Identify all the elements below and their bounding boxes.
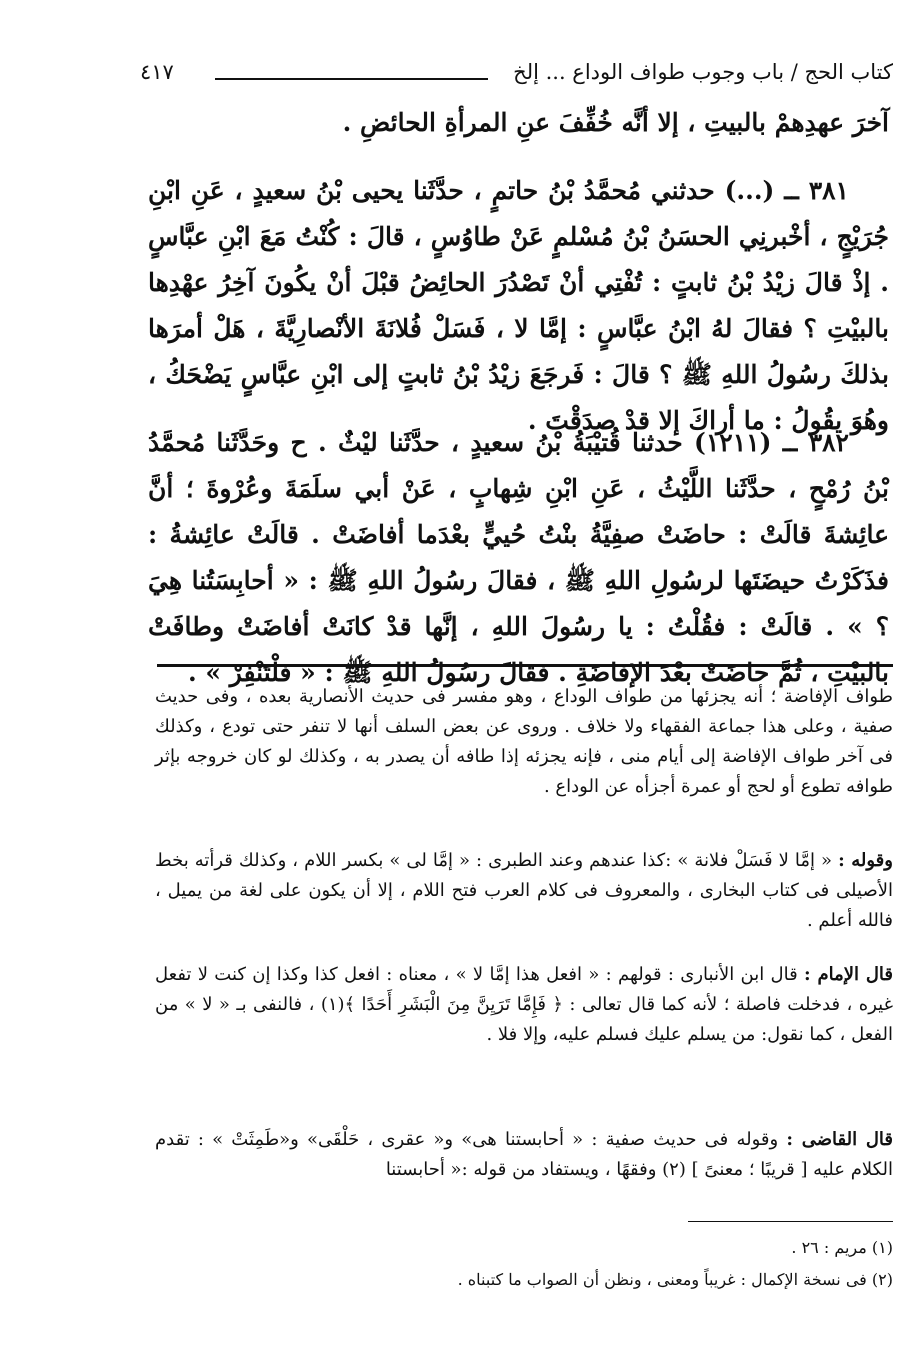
hadith-382: ٣٨٢ ــ (١٢١١) حدثنا قُتيْبَةُ بْنُ سعيدٍ ، حدَّثَنا ليْثٌ . ح وحَدَّثَنا مُحمَّدُ بْنُ رُمْحٍ ، حدَّثَنا اللَّيْثُ ، عَنِ ابْنِ شِهابٍ ، عَنْ أبي سلَمَةَ وعُرْوةَ ؛ أنَّ عائِشةَ قالَتْ : حاضَتْ صفِيَّةُ بنْتُ حُييٍّ بعْدَما أفاضَتْ . قالَتْ عائِشةُ : فذَكَرْتُ حيضَتَها لرسُولِ اللهِ ﷺ ، فقالَ رسُولُ اللهِ ﷺ : « أحابِسَتُنا هِيَ ؟ » . قالَتْ : فقُلْتُ : يا رسُولَ اللهِ ، إنَّها قدْ كانَتْ أفاضَتْ وطافَتْ بالبيْتِ ، ثُمَّ حاضَتْ بعْدَ الإفاضَةِ . فقالَ رسُولُ اللهِ ﷺ : « فلْتَنْفِرْ » . — [148, 428, 889, 687]
page-number: ٤١٧ — [140, 60, 174, 84]
commentary-paragraph — [155, 1125, 893, 1185]
commentary-keyword: قال القاضى : — [786, 1129, 893, 1150]
commentary-keyword: قال الإمام : — [803, 964, 893, 985]
running-header — [140, 58, 893, 92]
commentary-text: وقوله فى حديث صفية : « أحابستنا هى» و« عقرى ، حَلْقَى» و«طَمِثَتْ » : تقدم الكلام عليه [ قريبًا ؛ معنىً ] (٢) وفقهًا ، ويستفاد من قوله :« أحابستنا — [155, 1129, 893, 1180]
hadith-continuation: آخرَ عهدِهمْ بالبيتِ ، إلا أنَّه خُفِّفَ عنِ المرأةِ الحائضِ . — [342, 108, 889, 137]
commentary-paragraph — [155, 846, 893, 936]
commentary-text: قال ابن الأنبارى : قولهم : « افعل هذا إمَّا لا » ، معناه : افعل كذا وكذا إن كنت لا تفعل غيره ، فدخلت فاصلة ؛ لأنه كما قال تعالى : ﴿ فَإِمَّا تَرَيِنَّ مِنَ الْبَشَرِ أَحَدًا ﴾(١) ، فالنفى بـ « لا » من الفعل ، كما نقول: من يسلم عليك فسلم عليه، وإلا فلا . — [155, 964, 893, 1045]
footnote: (٢) فى نسخة الإكمال : غريباً ومعنى ، ونظن أن الصواب ما كتبناه . — [457, 1270, 893, 1289]
header-rule — [215, 78, 488, 80]
main-text-separator — [157, 664, 893, 667]
footnote: (١) مريم : ٢٦ . — [791, 1238, 893, 1257]
commentary-paragraph — [155, 960, 893, 1050]
commentary-paragraph: طواف الإفاضة ؛ أنه يجزئها من طواف الوداع ، وهو مفسر فى حديث الأنصارية بعده ، وفى حديث صفية ، وعلى هذا جماعة الفقهاء ولا خلاف . وروى عن بعض السلف أنها لا تنفر حتى تودع ، وكذلك فى آخر طواف الإفاضة إلى أيام منى ، فإنه يجزئه إذا طافه أن يصدر به ، وكذلك لو كان خروجه بإثر طوافه تطوع أو لحج أو عمرة أجزأه عن الوداع . — [155, 686, 893, 797]
chapter-title: كتاب الحج / باب وجوب طواف الوداع ... إلخ — [513, 60, 893, 84]
commentary-keyword: وقوله : — [838, 850, 893, 871]
footnote-separator — [688, 1221, 893, 1222]
commentary-text: « إمَّا لا فَسَلْ فلانة » :كذا عندهم وعند الطبرى : « إمَّا لى » بكسر اللام ، وكذلك قرأته بخط الأصيلى فى كتاب البخارى ، والمعروف فى كلام العرب فتح اللام ، إلا أن يكون على لغة من يميل ، فالله أعلم . — [155, 850, 893, 931]
hadith-381: ٣٨١ ــ (...) حدثني مُحمَّدُ بْنُ حاتمٍ ، حدَّثَنا يحيى بْنُ سعيدٍ ، عَنِ ابْنِ جُرَيْجٍ ، أخْبرنِي الحسَنُ بْنُ مُسْلمٍ عَنْ طاوُسٍ ، قالَ : كُنْتُ مَعَ ابْنِ عبَّاسٍ . إذْ قالَ زيْدُ بْنُ ثابتٍ : تُفْتِي أنْ تَصْدُرَ الحائِضُ قبْلَ أنْ يكُونَ آخِرُ عهْدِها بالبيْتِ ؟ فقالَ لهُ ابْنُ عبَّاسٍ : إمَّا لا ، فَسَلْ فُلانَةَ الأنْصارِيَّةَ ، هَلْ أمرَها بذلكَ رسُولُ اللهِ ﷺ ؟ قالَ : فَرجَعَ زيْدُ بْنُ ثابتٍ إلى ابْنِ عبَّاسٍ يَضْحَكُ ، وهُوَ يقُولُ : ما أراكَ إلا قدْ صدَقْتَ . — [148, 176, 889, 435]
